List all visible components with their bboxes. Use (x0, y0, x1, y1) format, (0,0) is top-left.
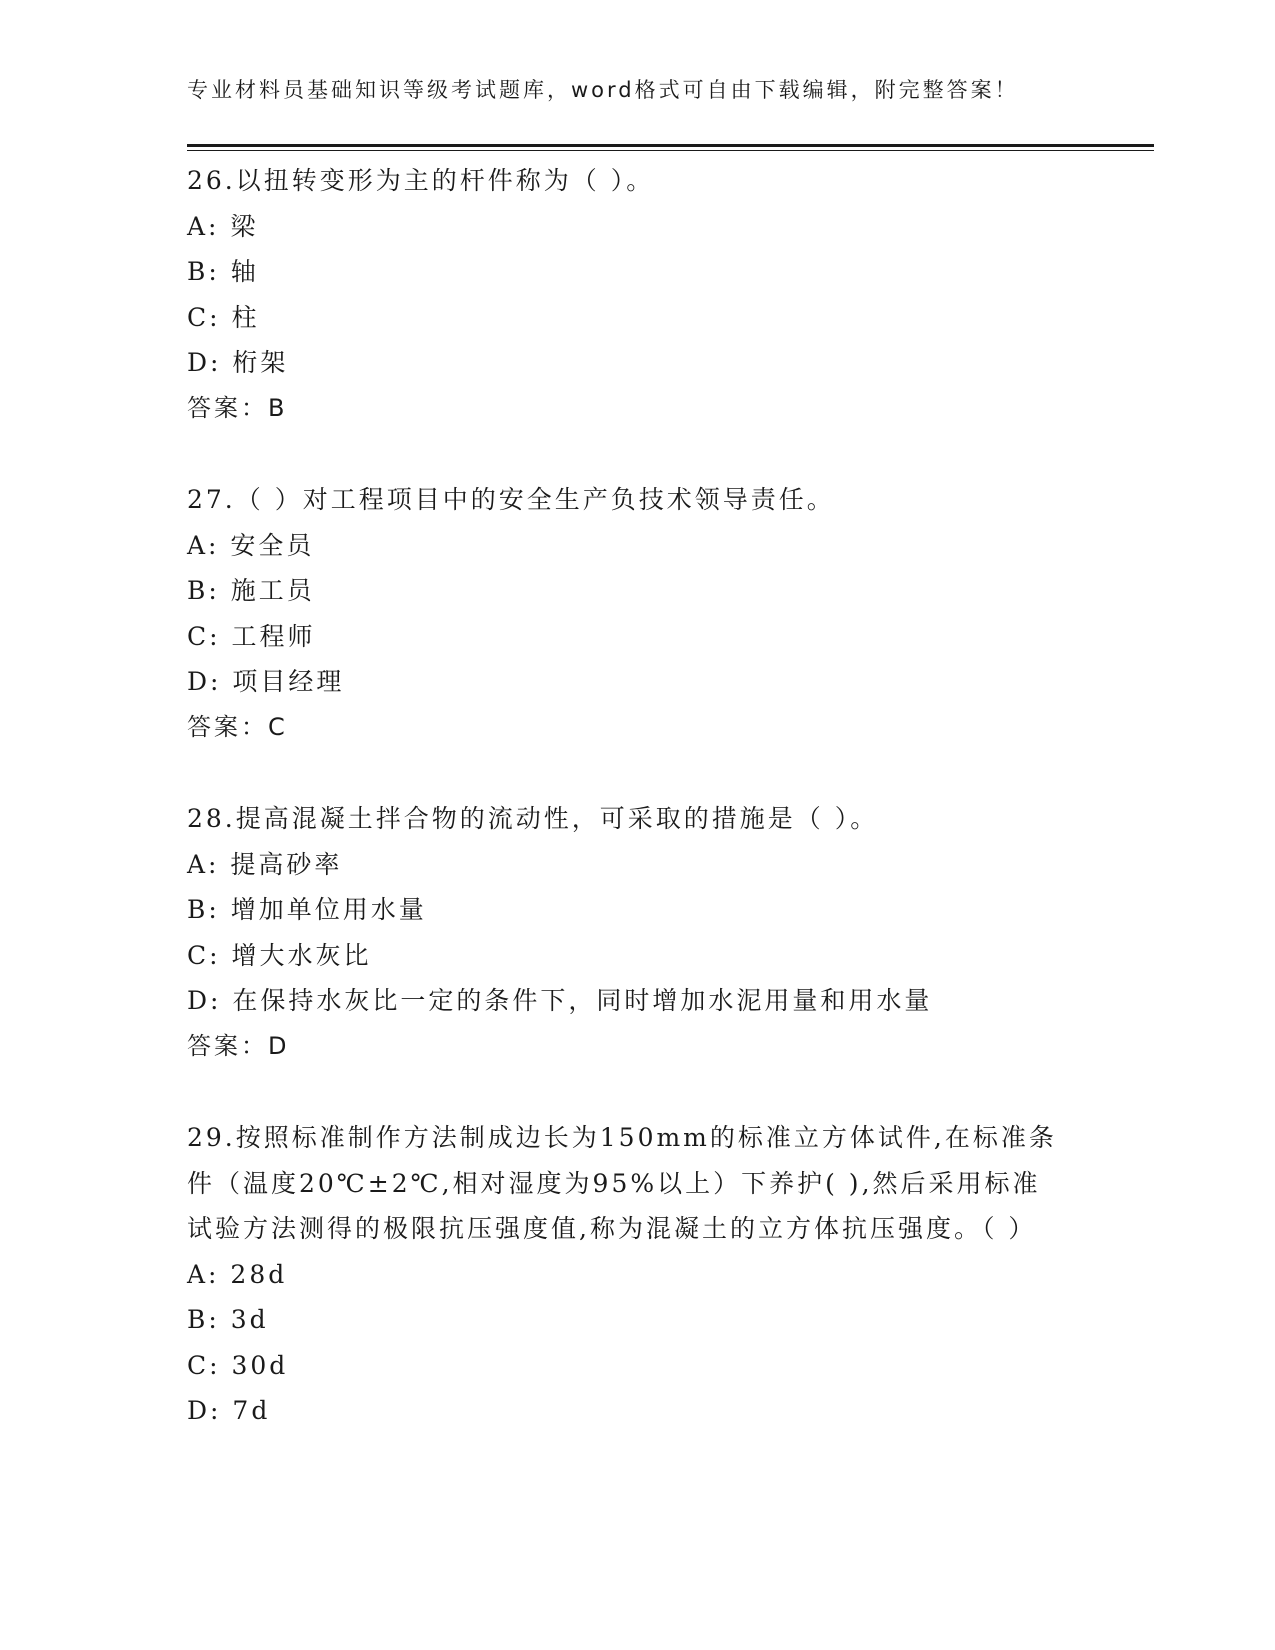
option-b: B: 施工员 (187, 576, 315, 605)
question-28 (187, 796, 1067, 1069)
question-list (187, 158, 1067, 1480)
option-d: D: 桁架 (187, 348, 289, 377)
option-b: B: 3d (187, 1305, 269, 1334)
option-c: C: 30d (187, 1350, 289, 1380)
answer-line: 答案：C (187, 712, 288, 741)
question-27 (187, 477, 1067, 750)
question-stem: 26.以扭转变形为主的杆件称为（ ）。 (187, 166, 655, 195)
option-d: D: 7d (187, 1396, 271, 1425)
question-stem: 28.提高混凝土拌合物的流动性，可采取的措施是（ ）。 (187, 804, 879, 833)
answer-line: 答案：B (187, 393, 288, 422)
page-header: 专业材料员基础知识等级考试题库，word格式可自由下载编辑，附完整答案！ (187, 78, 1019, 102)
option-b: B: 轴 (187, 257, 259, 286)
option-b: B: 增加单位用水量 (187, 895, 427, 924)
option-c: C: 工程师 (187, 621, 316, 651)
question-26 (187, 158, 1067, 431)
question-29 (187, 1115, 1067, 1434)
option-a: A: 28d (187, 1259, 288, 1289)
option-c: C: 增大水灰比 (187, 940, 372, 970)
header-rule-thick (187, 144, 1154, 147)
option-a: A: 安全员 (187, 530, 315, 560)
answer-line: 答案：D (187, 1031, 290, 1060)
option-d: D: 在保持水灰比一定的条件下，同时增加水泥用量和用水量 (187, 986, 933, 1015)
option-c: C: 柱 (187, 302, 260, 332)
option-a: A: 提高砂率 (187, 849, 343, 879)
option-d: D: 项目经理 (187, 667, 345, 696)
question-stem: 27.（ ）对工程项目中的安全生产负技术领导责任。 (187, 485, 835, 514)
question-stem: 29.按照标准制作方法制成边长为150mm的标准立方体试件,在标准条件（温度20℃±2℃,相对湿度为95%以上）下养护( ),然后采用标准试验方法测得的极限抗压强度值,称为混凝土的立方体抗压强度。（ ） (187, 1123, 1057, 1243)
option-a: A: 梁 (187, 211, 259, 241)
header-rule-thin (187, 150, 1154, 151)
